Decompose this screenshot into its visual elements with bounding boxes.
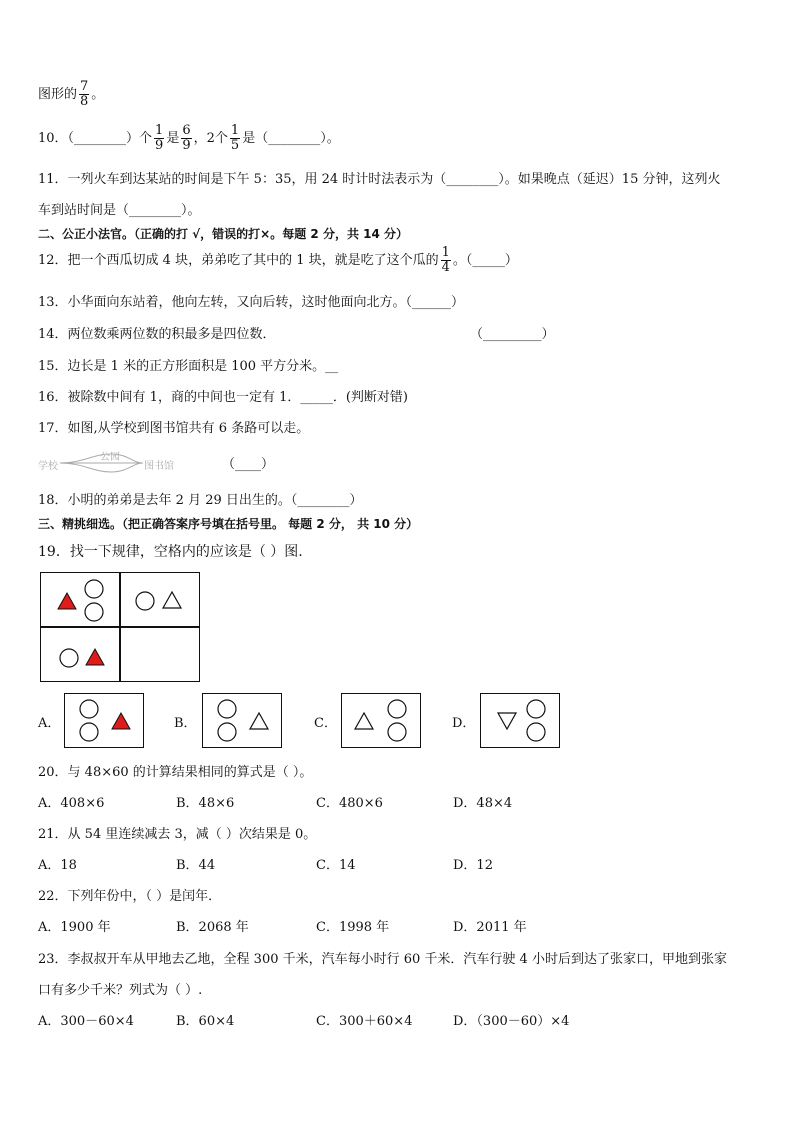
question-17: 17．如图,从学校到图书馆共有 6 条路可以走。	[38, 421, 310, 436]
question-17-blank: （____）	[222, 457, 275, 472]
q21-option-b[interactable]: B．44	[176, 858, 216, 873]
circle-icon	[60, 649, 78, 667]
q23-option-b[interactable]: B．60×4	[176, 1014, 235, 1029]
q23-option-d[interactable]: D．（300－60）×4	[453, 1014, 570, 1029]
question-14: 14．两位数乘两位数的积最多是四位数．	[38, 327, 276, 342]
question-12	[38, 246, 518, 275]
q19-option-b-figure[interactable]	[202, 693, 282, 748]
q20-option-c[interactable]: C．480×6	[316, 796, 383, 811]
question-16: 16．被除数中间有 1，商的中间也一定有 1．_____．(判断对错)	[38, 390, 408, 405]
question-22: 22．下列年份中，（ ）是闰年．	[38, 889, 222, 904]
question-23-line1: 23．李叔叔开车从甲地去乙地，全程 300 千米，汽车每小时行 60 千米．汽车行驶 4 小时后到达了张家口，甲地到张家	[38, 952, 727, 967]
fraction	[230, 124, 240, 153]
q21-option-c[interactable]: C．14	[316, 858, 356, 873]
q21-option-d[interactable]: D．12	[453, 858, 493, 873]
q22-option-a[interactable]: A．1900 年	[38, 920, 111, 935]
school-label: 学校	[38, 461, 58, 472]
q12-part-a: 12．把一个西瓜切成 4 块，弟弟吃了其中的 1 块，就是吃了这个瓜的	[38, 253, 439, 268]
fraction-denominator: 8	[80, 94, 89, 109]
fraction	[154, 124, 164, 153]
option-b-shapes	[203, 694, 281, 747]
q22-option-c[interactable]: C．1998 年	[316, 920, 390, 935]
library-label: 图书馆	[144, 461, 174, 472]
option-a-shapes	[65, 694, 143, 747]
q10-part-d: 是（________）。	[242, 131, 340, 146]
fraction	[79, 80, 89, 109]
question-13: 13．小华面向东站着，他向左转，又向后转，这时他面向北方。（______）	[38, 295, 465, 310]
section-3-heading: 三、精挑细选。（把正确答案序号填在括号里。 每题 2 分， 共 10 分）	[38, 517, 419, 531]
question-14-blank: （_________）	[470, 327, 555, 342]
circle-icon	[388, 700, 406, 718]
question-11-line1: 11．一列火车到达某站的时间是下午 5：35，用 24 时计时法表示为（________）。如果晚点（延迟）15 分钟，这列火	[38, 172, 721, 187]
question-20: 20．与 48×60 的计算结果相同的算式是（ ）。	[38, 765, 313, 780]
circle-icon	[80, 723, 98, 741]
q9-tail	[38, 80, 104, 109]
q20-option-a[interactable]: A．408×6	[38, 796, 105, 811]
circle-icon	[80, 700, 98, 718]
question-10	[38, 124, 340, 153]
question-23-line2: 口有多少千米？列式为（ ）.	[38, 983, 203, 998]
question-21: 21．从 54 里连续减去 3，减（ ）次结果是 0。	[38, 827, 317, 842]
circle-icon	[527, 700, 545, 718]
q19-option-b-label[interactable]: B．	[174, 716, 197, 731]
fraction-numerator: 1	[230, 123, 240, 138]
circle-icon	[388, 723, 406, 741]
triangle-icon	[355, 713, 373, 729]
circle-icon	[218, 723, 236, 741]
q19-option-c-figure[interactable]	[341, 693, 421, 748]
fraction-denominator: 4	[441, 260, 450, 275]
q9-tail-text: 图形的	[38, 87, 78, 102]
inverted-triangle-icon	[498, 713, 516, 729]
q19-option-d-figure[interactable]	[480, 693, 560, 748]
grid-shapes	[41, 573, 199, 681]
fraction-numerator: 1	[155, 123, 164, 138]
q23-option-a[interactable]: A．300－60×4	[38, 1014, 134, 1029]
pattern-grid	[40, 572, 200, 682]
q10-part-c: ，2个	[193, 131, 228, 146]
fraction-numerator: 7	[80, 79, 89, 94]
fraction-denominator: 9	[155, 138, 164, 153]
circle-icon	[218, 700, 236, 718]
question-11-line2: 车到站时间是（________）。	[38, 203, 201, 218]
section-2-heading: 二、公正小法官。（正确的打 √，错误的打×。每题 2 分，共 14 分）	[38, 227, 408, 241]
question-18: 18．小明的弟弟是去年 2 月 29 日出生的。（________）	[38, 493, 363, 508]
q9-tail-end: 。	[91, 87, 105, 102]
q20-option-b[interactable]: B．48×6	[176, 796, 235, 811]
circle-icon	[136, 592, 154, 610]
q20-option-d[interactable]: D．48×4	[453, 796, 513, 811]
red-triangle-icon	[58, 593, 76, 609]
fraction-denominator: 5	[230, 138, 240, 153]
circle-icon	[85, 580, 103, 598]
option-c-shapes	[342, 694, 420, 747]
park-label: 公园	[100, 452, 120, 463]
q10-part-b: 是	[166, 131, 180, 146]
red-triangle-icon	[86, 649, 104, 665]
question-15: 15．边长是 1 米的正方形面积是 100 平方分米。__	[38, 359, 339, 374]
red-triangle-icon	[112, 713, 130, 729]
q19-option-c-label[interactable]: C．	[314, 716, 337, 731]
fraction-denominator: 9	[182, 138, 191, 153]
fraction	[181, 124, 191, 153]
q10-part-a: 10．（________）个	[38, 131, 153, 146]
triangle-icon	[250, 713, 268, 729]
q19-option-a-figure[interactable]	[64, 693, 144, 748]
question-19: 19．找一下规律，空格内的应该是（ ）图.	[38, 544, 303, 560]
option-d-shapes	[481, 694, 559, 747]
route-diagram	[38, 450, 188, 474]
q19-option-d-label[interactable]: D．	[452, 716, 476, 731]
q21-option-a[interactable]: A．18	[38, 858, 77, 873]
triangle-icon	[163, 592, 181, 608]
q19-option-a-label[interactable]: A．	[38, 716, 61, 731]
q22-option-b[interactable]: B．2068 年	[176, 920, 249, 935]
fraction	[441, 246, 451, 275]
q22-option-d[interactable]: D．2011 年	[453, 920, 527, 935]
fraction-numerator: 1	[441, 245, 450, 260]
fraction-numerator: 6	[182, 123, 191, 138]
circle-icon	[527, 723, 545, 741]
circle-icon	[85, 603, 103, 621]
q23-option-c[interactable]: C．300＋60×4	[316, 1014, 413, 1029]
q12-part-b: 。（_____）	[452, 253, 518, 268]
